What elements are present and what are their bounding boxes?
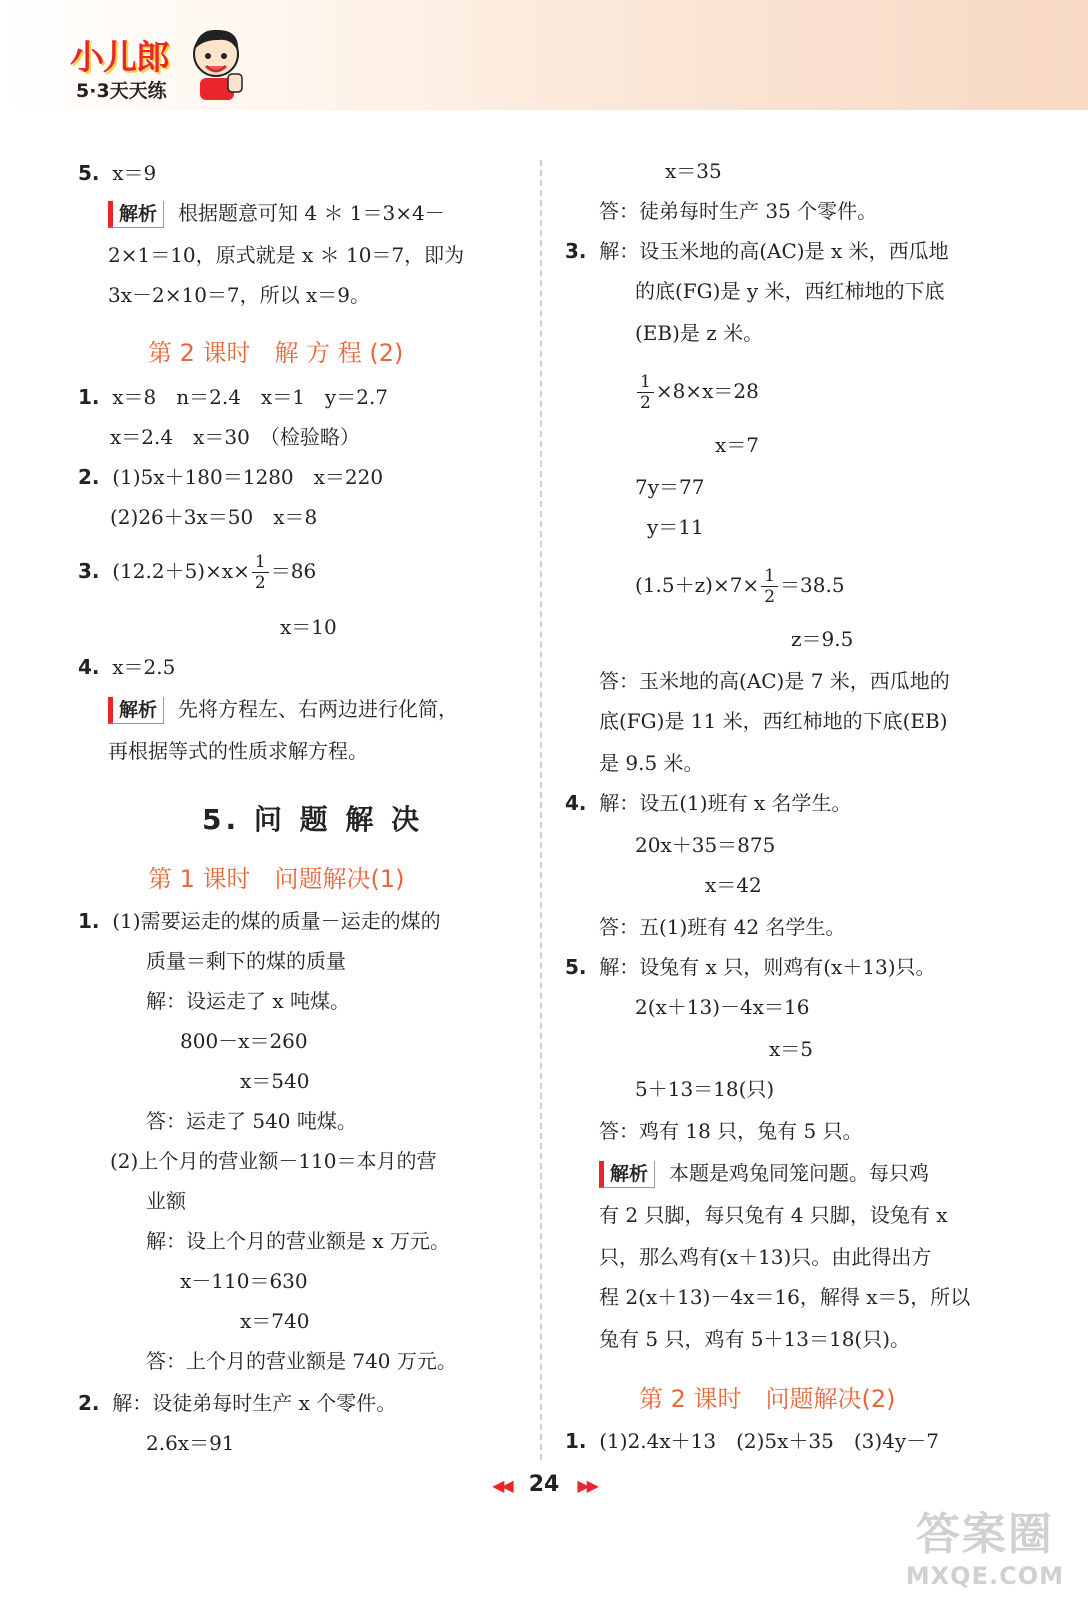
analysis-line: 程 2(x＋13)－4x＝16，解得 x＝5，所以 [599,1285,971,1309]
answer-line: 7y＝77 [635,475,705,499]
answer-line: x＝5 [769,1037,814,1061]
answer-line: (2)上个月的营业额－110＝本月的营 [110,1149,437,1173]
analysis-line: 再根据等式的性质求解方程。 [108,739,368,763]
answer-line: 答：运走了 540 吨煤。 [146,1109,357,1133]
fraction: $\frac{1}{2}$ [252,552,269,593]
answer-line: 质量＝剩下的煤的质量 [146,949,346,973]
answer-line: 5. 解：设兔有 x 只，则鸡有(x＋13)只。 [565,955,936,979]
prev-arrow-icon: ◀◀ [492,1476,511,1495]
watermark [906,1498,1064,1590]
answer-line: 2.6x＝91 [146,1431,235,1455]
answer-line: (2)26＋3x＝50 x＝8 [110,505,318,529]
page-number: 24 [528,1472,560,1497]
answer-line: 1. (1)2.4x＋13 (2)5x＋35 (3)4y－7 [565,1429,939,1453]
answer-line: x＝540 [240,1069,310,1093]
mascot-icon [188,24,248,102]
answer-line: 4. x＝2.5 [78,655,176,679]
answer-line: x＝42 [705,873,762,897]
analysis-tag: 解析 [599,1161,655,1188]
watermark-title: 答案圈 [915,1509,1054,1560]
answer-line: 答：鸡有 18 只，兔有 5 只。 [599,1119,863,1143]
answer-line: 业额 [146,1189,186,1213]
answer-line: x＝7 [715,433,760,457]
analysis-tag: 解析 [108,697,164,724]
answer-line: 2. (1)5x＋180＝1280 x＝220 [78,465,384,489]
answer-line: 答：五(1)班有 42 名学生。 [599,915,846,939]
analysis-line: 解析 本题是鸡兔同笼问题。每只鸡 [599,1158,929,1188]
answer-line: 5＋13＝18(只) [635,1077,775,1101]
answer-line: z＝9.5 [791,627,854,651]
answer-line: 的底(FG)是 y 米，西红柿地的下底 [635,279,945,303]
answer-line: 解：设运走了 x 吨煤。 [146,989,350,1013]
answer-line: x＝2.4 x＝30 （检验略） [110,425,360,449]
answer-line: 解：设上个月的营业额是 x 万元。 [146,1229,450,1253]
answer-line: 5. x＝9 [78,161,157,185]
answer-line: 答：玉米地的高(AC)是 7 米，西瓜地的 [599,669,950,693]
answer-line: 3. 解：设玉米地的高(AC)是 x 米，西瓜地 [565,239,949,263]
analysis-line: 有 2 只脚，每只兔有 4 只脚，设兔有 x [599,1203,948,1227]
answer-line: 3. (12.2＋5)×x× $\frac{1}{2}$ ＝86 [78,552,317,593]
answer-line: 1. x＝8 n＝2.4 x＝1 y＝2.7 [78,385,389,409]
column-divider [540,160,542,1460]
publisher-logo [70,24,250,104]
analysis-line: 解析 先将方程左、右两边进行化简， [108,694,458,724]
analysis-tag: 解析 [108,201,164,228]
answer-line: x＝35 [665,159,722,183]
analysis-line: 兔有 5 只，鸡有 5＋13＝18(只)。 [599,1327,911,1351]
analysis-line: 解析 根据题意可知 4 ＊ 1＝3×4－ [108,198,445,228]
answer-line: (1.5＋z)×7× $\frac{1}{2}$ ＝38.5 [635,566,845,607]
answer-line: x＝740 [240,1309,310,1333]
answer-line: x＝10 [280,615,337,639]
section-title: 第 1 课时 问题解决(1) [148,865,405,893]
answer-line: 1. (1)需要运走的煤的质量－运走的煤的 [78,909,441,933]
section-title: 第 2 课时 问题解决(2) [639,1385,896,1413]
fraction: $\frac{1}{2}$ [761,566,778,607]
next-arrow-icon: ▶▶ [577,1476,596,1495]
answer-line: (EB)是 z 米。 [635,321,764,345]
answer-line: 答：徒弟每时生产 35 个零件。 [599,199,878,223]
answer-line: 800－x＝260 [180,1029,308,1053]
answer-line: 是 9.5 米。 [599,751,704,775]
section-title: 第 2 课时 解 方 程 (2) [148,339,404,367]
answer-line: 4. 解：设五(1)班有 x 名学生。 [565,791,852,815]
answer-line: 答：上个月的营业额是 740 万元。 [146,1349,457,1373]
answer-line: 底(FG)是 11 米，西红柿地的下底(EB) [599,709,948,733]
chapter-title: 5. 问 题 解 决 [202,803,424,836]
answer-line: 2. 解：设徒弟每时生产 x 个零件。 [78,1391,397,1415]
answer-line: 2(x＋13)－4x＝16 [635,995,810,1019]
fraction: $\frac{1}{2}$ [637,372,654,413]
page-footer [0,1472,1088,1497]
answer-line: y＝11 [647,515,704,539]
analysis-line: 只，那么鸡有(x＋13)只。由此得出方 [599,1245,932,1269]
answer-line: 20x＋35＝875 [635,833,776,857]
watermark-url: MXQE.COM [905,1562,1064,1590]
logo-subtitle: 5·3天天练 [76,80,167,102]
answer-line: x－110＝630 [180,1269,308,1293]
answer-line: $\frac{1}{2}$ ×8×x＝28 [635,372,759,413]
analysis-line: 2×1＝10，原式就是 x ＊ 10＝7，即为 [108,243,465,267]
analysis-line: 3x－2×10＝7，所以 x＝9。 [108,283,371,307]
logo-title: 小儿郎 [70,38,169,78]
